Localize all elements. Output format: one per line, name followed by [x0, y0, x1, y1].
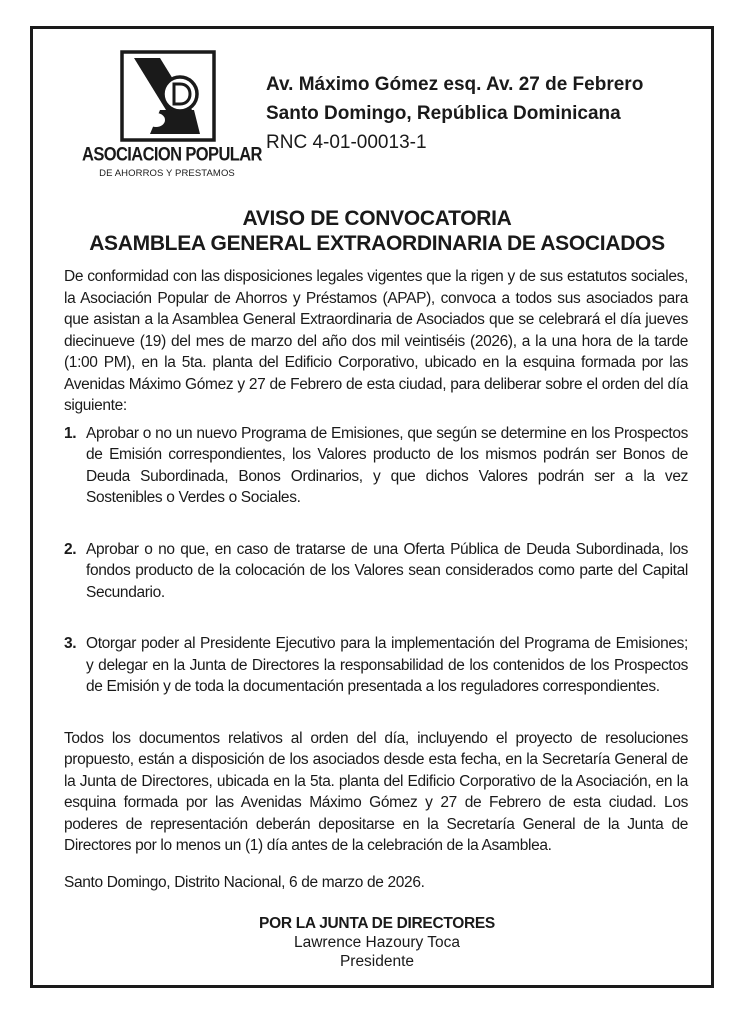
- agenda-item-text: Aprobar o no un nuevo Programa de Emisiones, que según se determine en los Prospectos de Emisión correspondientes, los Valores producto de los mismos podrán ser Bonos de Deuda Subordinada, Bonos Ordinarios, y que dichos Valores podrán ser a la vez Sostenibles o Verdes o Sociales.: [86, 424, 688, 506]
- address-block: [266, 70, 696, 157]
- agenda-item-number: 2.: [64, 540, 77, 558]
- rnc-number: RNC 4-01-00013-1: [266, 132, 427, 153]
- title-line-2: ASAMBLEA GENERAL EXTRAORDINARIA DE ASOCIADOS: [89, 232, 665, 255]
- dateline: Santo Domingo, Distrito Nacional, 6 de marzo de 2026.: [64, 874, 425, 891]
- apap-logo-mark-icon: [120, 50, 216, 142]
- notice-title: [50, 206, 704, 256]
- signature-heading: POR LA JUNTA DE DIRECTORES: [259, 915, 495, 932]
- signatory-role: Presidente: [339, 953, 415, 970]
- notice-body: [64, 266, 688, 894]
- closing-paragraph: Todos los documentos relativos al orden del día, incluyendo el proyecto de resoluciones propuesto, están a disposición de los asociados desde esta fecha, en la Secretaría General de la Junta de Directores, ubicada en la 5ta. planta del Edificio Corporativo de la Asociación, en la esquina formada por las Avenidas Máximo Gómez y 27 de Febrero de esta ciudad. Los poderes de representación deberán depositarse en la Secretaría General de la Junta de Directores por lo menos un (1) día antes de la celebración de la Asamblea.: [64, 729, 688, 854]
- intro-paragraph: De conformidad con las disposiciones legales vigentes que la rigen y de sus estatutos sociales, la Asociación Popular de Ahorros y Préstamos (APAP), convoca a todos sus asociados para que asistan a la Asamblea General Extraordinaria de Asociados que se celebrará el día jueves diecinueve (19) del mes de marzo del año dos mil veintiséis (2026), a la una hora de la tarde (1:00 PM), en la 5ta. planta del Edificio Corporativo, ubicado en la esquina formada por las Avenidas Máximo Gómez y 27 de Febrero de esta ciudad, para deliberar sobre el orden del día siguiente:: [64, 268, 688, 414]
- signatory-name: Lawrence Hazoury Toca: [294, 934, 460, 951]
- title-line-1: AVISO DE CONVOCATORIA: [242, 207, 512, 230]
- letterhead: [52, 48, 692, 188]
- logo-subtitle: DE AHORROS Y PRESTAMOS: [99, 168, 235, 179]
- agenda-item-text: Otorgar poder al Presidente Ejecutivo para la implementación del Programa de Emisiones; y delegar en la Junta de Directores la responsabilidad de los contenidos de los Prospectos de Emisión y de toda la documentación presentada a los reguladores correspondientes.: [86, 635, 688, 695]
- agenda-item-2: [64, 539, 688, 604]
- agenda-item-text: Aprobar o no que, en caso de tratarse de una Oferta Pública de Deuda Subordinada, los fondos producto de la colocación de los Valores sean considerados como parte del Capital Secundario.: [86, 540, 688, 601]
- agenda-item-number: 1.: [64, 424, 77, 442]
- agenda-item-number: 3.: [64, 635, 77, 652]
- address-line-1: Av. Máximo Gómez esq. Av. 27 de Febrero: [266, 74, 644, 95]
- address-line-2: Santo Domingo, República Dominicana: [266, 103, 621, 124]
- agenda-item-3: [64, 633, 688, 698]
- agenda-item-1: [64, 423, 688, 509]
- apap-logo: [82, 50, 262, 184]
- logo-name: ASOCIACION POPULAR: [82, 144, 262, 166]
- signature-block: [50, 914, 704, 971]
